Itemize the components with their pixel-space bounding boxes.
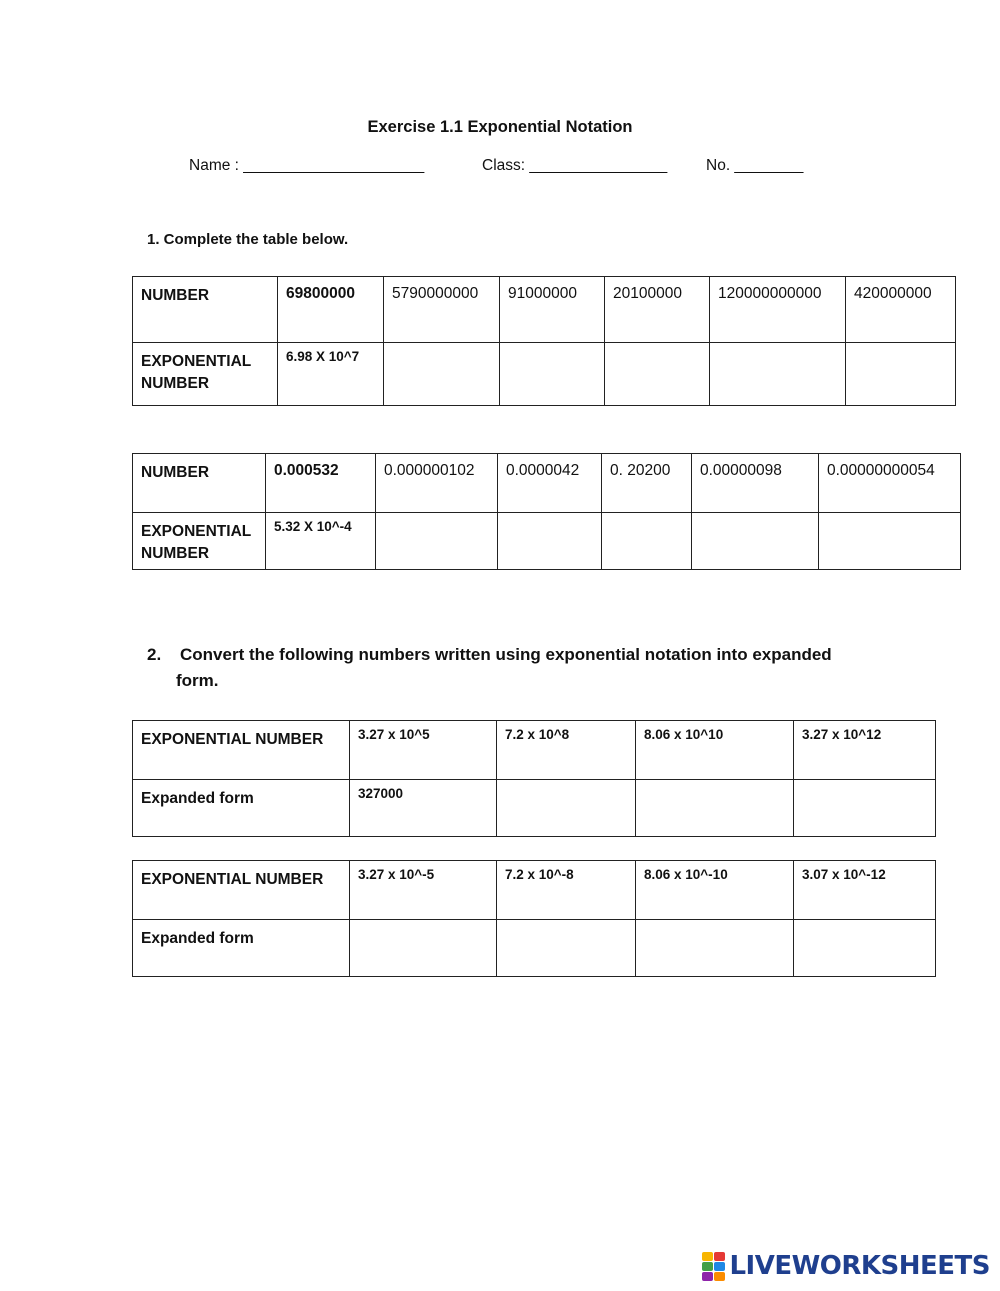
exponential-answer-cell[interactable] [846, 343, 956, 406]
exponential-answer-cell[interactable] [819, 513, 961, 570]
logo-square [702, 1262, 713, 1271]
expanded-answer-cell[interactable] [636, 780, 794, 837]
logo-square [714, 1272, 725, 1281]
q1-table-large-numbers [132, 276, 956, 406]
expanded-answer-cell: 327000 [350, 780, 497, 837]
page-title: Exercise 1.1 Exponential Notation [367, 118, 633, 136]
exponential-cell: 7.2 x 10^-8 [497, 861, 636, 920]
logo-square [714, 1252, 725, 1261]
exponential-answer-cell[interactable] [605, 343, 710, 406]
logo-text: LIVEWORKSHEETS [729, 1251, 990, 1281]
expanded-answer-cell[interactable] [636, 920, 794, 977]
row-label-exponential-number: EXPONENTIAL NUMBER [133, 721, 350, 780]
class-field[interactable]: Class: ________________ [482, 157, 668, 174]
row-label-exponential-number: EXPONENTIAL NUMBER [133, 861, 350, 920]
expanded-answer-cell[interactable] [794, 780, 936, 837]
exponential-answer-cell[interactable] [376, 513, 498, 570]
question-2-text-line-2: form. [176, 671, 219, 690]
number-cell: 420000000 [846, 277, 956, 343]
logo-square [714, 1262, 725, 1271]
number-cell: 120000000000 [710, 277, 846, 343]
number-cell: 0.00000000054 [819, 454, 961, 513]
number-cell: 91000000 [500, 277, 605, 343]
q1-table-small-numbers [132, 453, 961, 570]
expanded-answer-cell[interactable] [497, 780, 636, 837]
exponential-cell: 8.06 x 10^-10 [636, 861, 794, 920]
exponential-cell: 3.27 x 10^5 [350, 721, 497, 780]
question-1-text: 1. Complete the table below. [147, 231, 349, 248]
question-2-text-line-1: Convert the following numbers written using exponential notation into expanded [180, 645, 832, 664]
exponential-answer-cell[interactable] [602, 513, 692, 570]
logo-mark-icon [702, 1252, 725, 1281]
exponential-answer-cell[interactable] [384, 343, 500, 406]
number-cell: 0.000532 [266, 454, 376, 513]
exponential-cell: 3.27 x 10^-5 [350, 861, 497, 920]
row-label-exponential-number: EXPONENTIAL NUMBER [133, 343, 278, 406]
row-label-exponential-number: EXPONENTIAL NUMBER [133, 513, 266, 570]
expanded-answer-cell[interactable] [497, 920, 636, 977]
question-2-number: 2. [147, 645, 162, 664]
exponential-answer-cell[interactable] [498, 513, 602, 570]
row-label-expanded-form: Expanded form [133, 920, 350, 977]
exponential-cell: 3.27 x 10^12 [794, 721, 936, 780]
number-cell: 0.00000098 [692, 454, 819, 513]
exponential-answer-cell[interactable] [692, 513, 819, 570]
exponential-answer-cell[interactable] [500, 343, 605, 406]
number-field[interactable]: No. ________ [706, 157, 804, 174]
exponential-cell: 3.07 x 10^-12 [794, 861, 936, 920]
q2-table-positive-exponents [132, 720, 936, 837]
exponential-cell: 8.06 x 10^10 [636, 721, 794, 780]
number-cell: 5790000000 [384, 277, 500, 343]
number-cell: 0.0000042 [498, 454, 602, 513]
name-field[interactable]: Name : _____________________ [189, 157, 425, 174]
exponential-answer-cell: 6.98 X 10^7 [278, 343, 384, 406]
expanded-answer-cell[interactable] [350, 920, 497, 977]
number-cell: 0.000000102 [376, 454, 498, 513]
number-cell: 69800000 [278, 277, 384, 343]
row-label-expanded-form: Expanded form [133, 780, 350, 837]
logo-square [702, 1252, 713, 1261]
exponential-answer-cell[interactable] [710, 343, 846, 406]
q2-table-negative-exponents [132, 860, 936, 977]
exponential-cell: 7.2 x 10^8 [497, 721, 636, 780]
expanded-answer-cell[interactable] [794, 920, 936, 977]
number-cell: 20100000 [605, 277, 710, 343]
logo-square [702, 1272, 713, 1281]
number-cell: 0. 20200 [602, 454, 692, 513]
liveworksheets-logo [702, 1251, 990, 1281]
row-label-number: NUMBER [133, 277, 278, 343]
exponential-answer-cell: 5.32 X 10^-4 [266, 513, 376, 570]
row-label-number: NUMBER [133, 454, 266, 513]
